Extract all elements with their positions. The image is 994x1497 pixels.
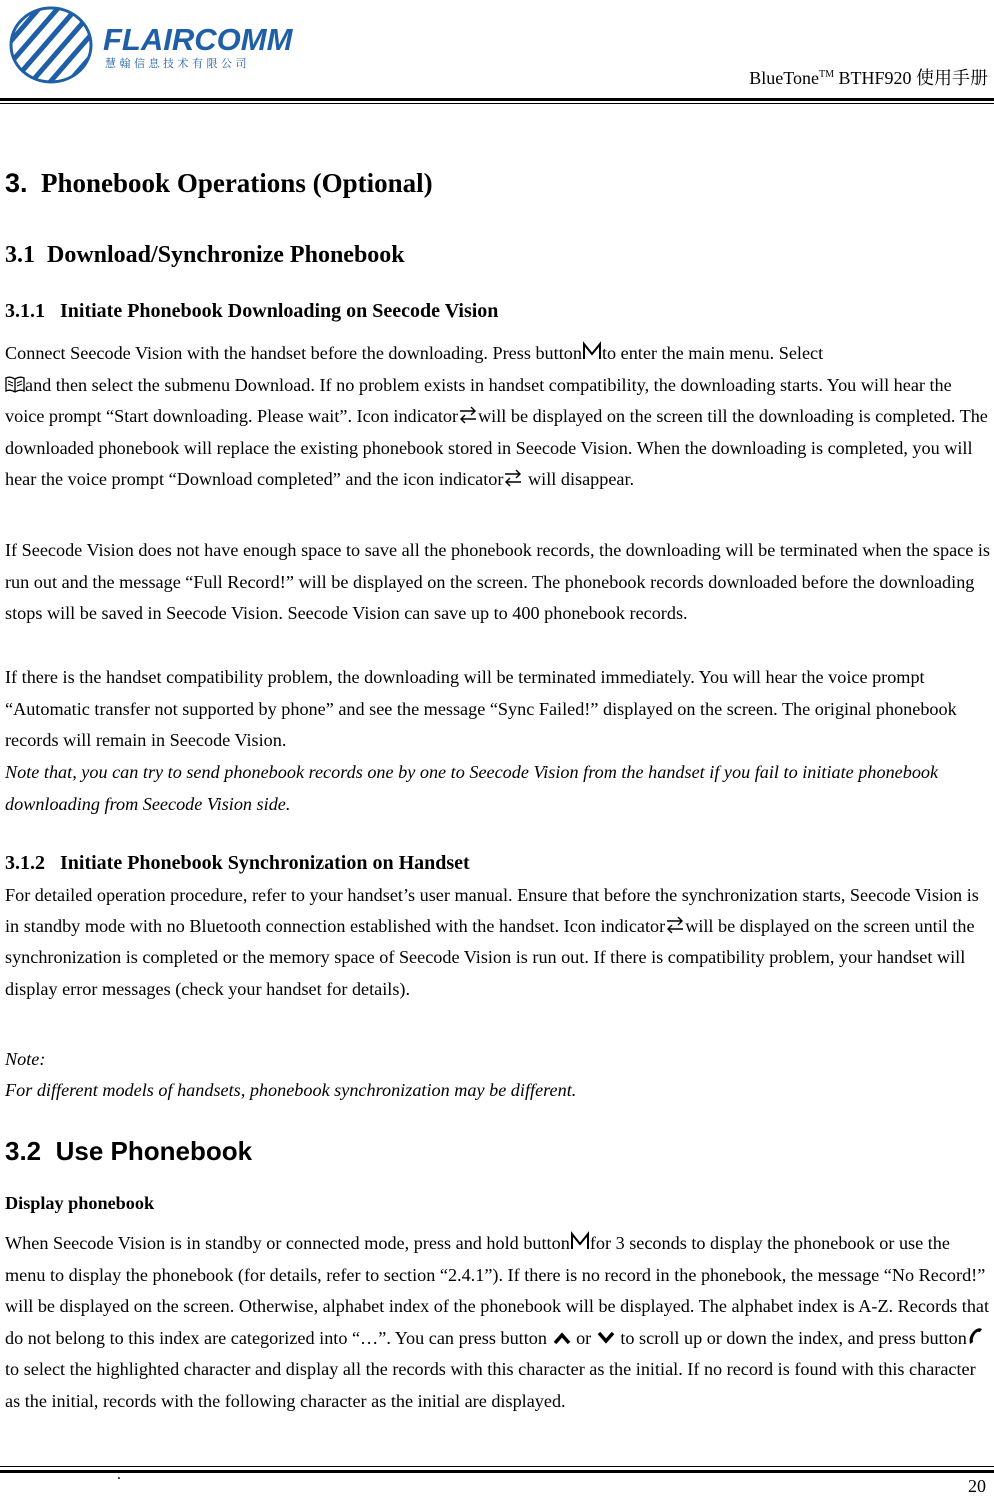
paragraph-sync-failed: If there is the handset compatibility problem, the downloading will be terminated immediately. You will hear the voice prompt “Automatic transfer not supported by phone” and see the message “Sync Failed!” displayed on the screen. The original phonebook records will remain in Seecode Vision. [5, 667, 957, 750]
section-heading-3-1-2: 3.1.2 Initiate Phonebook Synchronization on Handset [5, 852, 470, 874]
company-name: FLAIRCOMM [103, 22, 293, 57]
section-heading-3-1-1: 3.1.1 Initiate Phonebook Downloading on Seecode Vision [5, 300, 499, 322]
chevron-down-icon [596, 1330, 616, 1346]
header-rule-thin [0, 103, 994, 104]
page-number: 20 [968, 1476, 986, 1496]
footer-rule-thin [0, 1466, 994, 1467]
sync-arrows-icon [458, 406, 478, 424]
chevron-up-icon [552, 1330, 572, 1346]
paragraph-download-instructions: Connect Seecode Vision with the handset before the downloading. Press button to enter the main menu. Select and then select the submenu Download. If no problem exists in handset compatibility, the downloading starts. You will hear the voice prompt “Start downloading. Please wait”. Icon indicator will be displayed on the screen till the downloading is completed. The downloaded phonebook will replace the existing phonebook stored in Seecode Vision. When the downloading is completed, you will hear the voice prompt “Download completed” and the icon indicator will disappear. [5, 343, 988, 489]
note-handset-models: For different models of handsets, phonebook synchronization may be different. [5, 1080, 577, 1100]
header-rule-thick [0, 98, 994, 101]
company-subtitle: 慧 翰 信 息 技 术 有 限 公 司 [105, 57, 247, 70]
note-label: Note: [5, 1049, 46, 1069]
chapter-heading: 3. Phonebook Operations (Optional) [5, 168, 433, 198]
phonebook-icon [5, 375, 25, 393]
sync-arrows-icon [665, 916, 685, 934]
paragraph-display-phonebook: When Seecode Vision is in standby or connected mode, press and hold button for 3 seconds to display the phonebook or use the menu to display the phonebook (for details, refer to section “2.4.1”). If there is no record in the phonebook, the message “No Record!” will be displayed on the screen. Otherwise, alphabet index of the phonebook will be displayed. The alphabet index is A-Z. Records that do not belong to this index are categorized into “…”. You can press button or to scroll up or down the index, and press buttonto select the highlighted character and display all the records with this character as the initial. If no record is found with this character as the initial, records with the following character as the initial are displayed. [5, 1233, 990, 1411]
document-title: BlueTone™ BTHF920 使用手册 [749, 68, 988, 88]
sync-arrows-icon [503, 469, 523, 487]
note-send-one-by-one: Note that, you can try to send phonebook records one by one to Seecode Vision from the handset if you fail to initiate phonebook downloading from Seecode Vision side. [5, 762, 939, 814]
paragraph-full-record: If Seecode Vision does not have enough space to save all the phonebook records, the downloading will be terminated when the space is run out and the message “Full Record!” will be displayed on the screen. The phonebook records downloaded before the downloading stops will be saved in Seecode Vision. Seecode Vision can save up to 400 phonebook records. [5, 540, 990, 623]
handset-icon [967, 1326, 985, 1346]
section-heading-3-1: 3.1 Download/Synchronize Phonebook [5, 242, 405, 268]
paragraph-handset-sync: For detailed operation procedure, refer to your handset’s user manual. Ensure that before the synchronization starts, Seecode Vision is in standby mode with no Bluetooth connection established with the handset. Icon indicator will be displayed on the screen until the synchronization is completed or the memory space of Seecode Vision is run out. If there is compatibility problem, your handset will display error messages (check your handset for details). [5, 885, 979, 999]
footer-dot: . [117, 1466, 121, 1483]
M-letter-icon [582, 341, 602, 361]
subheading-display-phonebook: Display phonebook [5, 1193, 155, 1213]
flaircomm-logo [6, 4, 306, 84]
section-heading-3-2: 3.2 Use Phonebook [5, 1136, 253, 1166]
page-header [0, 0, 994, 104]
footer-rule-thick [0, 1470, 994, 1473]
M-letter-icon [570, 1231, 590, 1251]
